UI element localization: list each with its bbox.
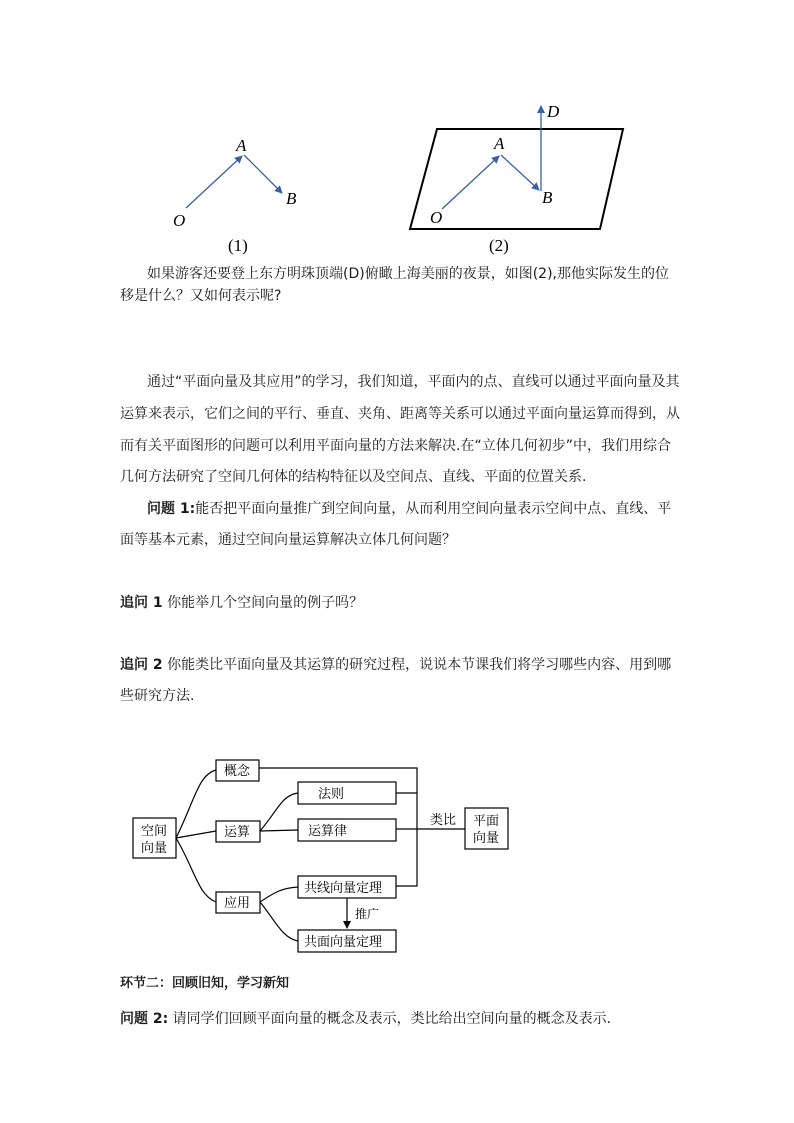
caption-1: (1) <box>228 236 248 255</box>
label-a: A <box>236 136 247 155</box>
application-label: 应用 <box>224 895 251 910</box>
vector-ab <box>244 155 282 193</box>
plane-vector-line-2: 向量 <box>473 830 500 845</box>
vector-oa <box>186 156 242 208</box>
label-b: B <box>542 188 553 207</box>
generalize-label: 推广 <box>355 907 380 921</box>
operation-label: 运算 <box>224 824 251 839</box>
question-1-line-2: 面等基本元素，通过空间向量运算解决立体几何问题？ <box>120 532 456 548</box>
figure-2 <box>410 102 623 255</box>
followup-1-text: 你能举几个空间向量的例子吗？ <box>167 595 364 611</box>
question-1-label: 问题 1: <box>147 501 196 517</box>
box-rule <box>298 782 396 804</box>
plane-vector-line-1: 平面 <box>473 813 500 828</box>
structure-diagram <box>0 745 794 960</box>
followup-2-label: 追问 2 <box>120 657 163 673</box>
space-vector-line-2: 向量 <box>141 840 168 855</box>
intro-line-1: 如果游客还要登上东方明珠顶端(D)俯瞰上海美丽的夜景，如图(2),那他实际发生的位 <box>147 266 669 282</box>
section-2-title: 环节二：回顾旧知，学习新知 <box>120 976 290 991</box>
question-2 <box>120 1003 621 1035</box>
question-1-line-1 <box>147 493 671 525</box>
followup-2-line-2: 些研究方法. <box>120 688 195 704</box>
followup-2-text: 你能类比平面向量及其运算的研究过程，说说本节课我们将学习哪些内容、用到哪 <box>167 657 672 673</box>
rule-label: 法则 <box>318 786 345 801</box>
vector-ab <box>501 155 539 190</box>
laws-label: 运算律 <box>308 823 348 838</box>
question-1-text: 能否把平面向量推广到空间向量，从而利用空间向量表示空间中点、直线、平 <box>195 501 672 517</box>
context-line-4: 几何方法研究了空间几何体的结构特征以及空间点、直线、平面的位置关系. <box>120 469 587 485</box>
vector-oa <box>442 156 499 209</box>
label-d: D <box>547 102 560 121</box>
intro-line-2: 移是什么？又如何表示呢? <box>120 288 282 304</box>
label-b: B <box>286 189 297 208</box>
question-2-label: 问题 2: <box>120 1011 169 1027</box>
label-o: O <box>430 208 443 227</box>
coplanar-label: 共面向量定理 <box>304 934 383 949</box>
followup-2-line-1 <box>120 649 671 681</box>
vector-figures <box>0 0 794 265</box>
caption-2: (2) <box>489 236 509 255</box>
figure-1 <box>173 136 297 255</box>
collinear-label: 共线向量定理 <box>304 880 383 895</box>
question-2-text: 请同学们回顾平面向量的概念及表示，类比给出空间向量的概念及表示． <box>172 1011 621 1027</box>
space-vector-line-1: 空间 <box>141 823 168 838</box>
analogy-label: 类比 <box>430 812 457 827</box>
concept-label: 概念 <box>224 763 251 778</box>
label-a: A <box>494 134 505 153</box>
followup-1 <box>120 587 363 619</box>
followup-1-label: 追问 1 <box>120 595 163 611</box>
label-o: O <box>173 211 186 230</box>
context-line-1: 通过“平面向量及其应用”的学习，我们知道，平面内的点、直线可以通过平面向量及其 <box>147 374 680 390</box>
context-line-2: 运算来表示，它们之间的平行、垂直、夹角、距离等关系可以通过平面向量运算而得到，从 <box>120 406 680 422</box>
context-line-3: 而有关平面图形的问题可以利用平面向量的方法来解决.在“立体几何初步”中，我们用综合 <box>120 438 671 454</box>
